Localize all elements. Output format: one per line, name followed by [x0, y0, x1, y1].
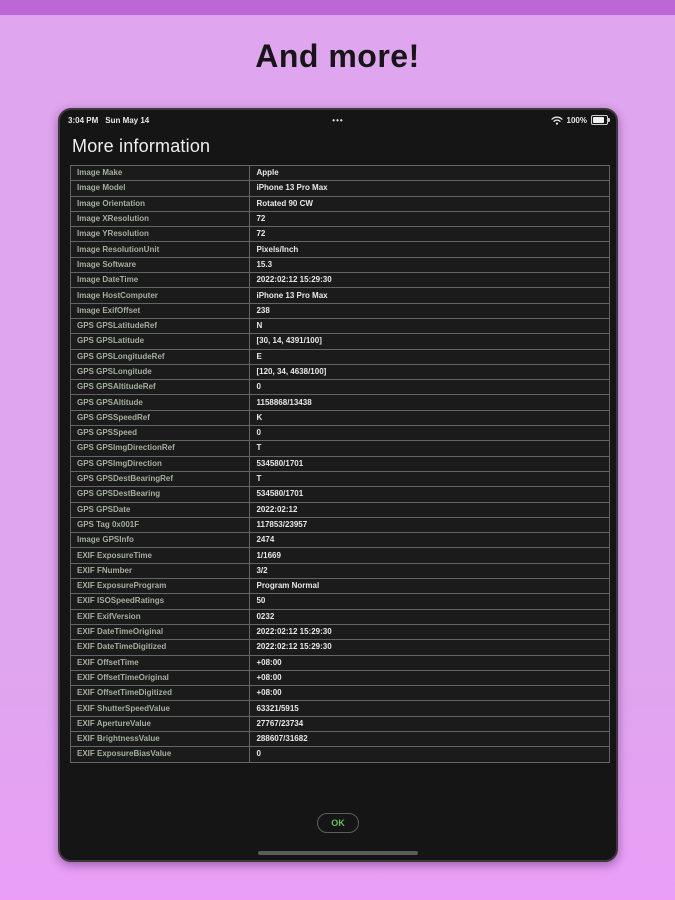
- row-label: GPS GPSLatitudeRef: [71, 318, 250, 333]
- row-label: Image ExifOffset: [71, 303, 250, 318]
- row-label: GPS GPSSpeedRef: [71, 410, 250, 425]
- row-label: GPS GPSLongitudeRef: [71, 349, 250, 364]
- row-label: EXIF ISOSpeedRatings: [71, 594, 250, 609]
- table-row: [71, 701, 610, 716]
- row-label: EXIF ApertureValue: [71, 716, 250, 731]
- row-label: EXIF OffsetTimeDigitized: [71, 686, 250, 701]
- row-label: GPS GPSLongitude: [71, 364, 250, 379]
- row-value: 288607/31682: [250, 731, 610, 746]
- row-value: 3/2: [250, 563, 610, 578]
- row-label: GPS GPSDate: [71, 502, 250, 517]
- table-row: [71, 318, 610, 333]
- row-label: Image Make: [71, 166, 250, 181]
- row-label: EXIF DateTimeDigitized: [71, 640, 250, 655]
- row-label: GPS GPSAltitudeRef: [71, 380, 250, 395]
- row-value: 117853/23957: [250, 517, 610, 532]
- row-label: Image GPSInfo: [71, 533, 250, 548]
- row-value: Program Normal: [250, 579, 610, 594]
- table-row: [71, 502, 610, 517]
- row-value: 238: [250, 303, 610, 318]
- exif-table-body: [71, 166, 610, 763]
- row-label: EXIF OffsetTime: [71, 655, 250, 670]
- row-value: 2022:02:12: [250, 502, 610, 517]
- status-bar: [60, 113, 616, 127]
- row-label: GPS GPSImgDirection: [71, 456, 250, 471]
- row-label: EXIF ShutterSpeedValue: [71, 701, 250, 716]
- row-value: [120, 34, 4638/100]: [250, 364, 610, 379]
- row-value: N: [250, 318, 610, 333]
- row-label: EXIF ExposureTime: [71, 548, 250, 563]
- row-value: 0: [250, 747, 610, 762]
- row-value: 27767/23734: [250, 716, 610, 731]
- table-row: [71, 716, 610, 731]
- row-label: GPS Tag 0x001F: [71, 517, 250, 532]
- page-title: And more!: [255, 38, 420, 74]
- row-label: EXIF FNumber: [71, 563, 250, 578]
- table-row: [71, 548, 610, 563]
- table-row: [71, 181, 610, 196]
- row-label: EXIF ExposureProgram: [71, 579, 250, 594]
- table-row: [71, 349, 610, 364]
- top-strip: [0, 0, 675, 15]
- row-value: 534580/1701: [250, 487, 610, 502]
- row-label: GPS GPSDestBearing: [71, 487, 250, 502]
- row-value: E: [250, 349, 610, 364]
- table-row: [71, 364, 610, 379]
- row-label: EXIF BrightnessValue: [71, 731, 250, 746]
- row-label: Image Software: [71, 257, 250, 272]
- table-row: [71, 594, 610, 609]
- table-row: [71, 563, 610, 578]
- table-row: [71, 380, 610, 395]
- row-value: +08:00: [250, 670, 610, 685]
- row-value: Rotated 90 CW: [250, 196, 610, 211]
- row-label: Image DateTime: [71, 273, 250, 288]
- row-label: EXIF ExifVersion: [71, 609, 250, 624]
- table-row: [71, 747, 610, 762]
- row-value: 0: [250, 426, 610, 441]
- table-row: [71, 579, 610, 594]
- table-row: [71, 640, 610, 655]
- row-value: +08:00: [250, 655, 610, 670]
- row-value: 1/1669: [250, 548, 610, 563]
- table-row: [71, 303, 610, 318]
- table-row: [71, 471, 610, 486]
- table-row: [71, 670, 610, 685]
- row-value: iPhone 13 Pro Max: [250, 181, 610, 196]
- row-value: 1158868/13438: [250, 395, 610, 410]
- table-row: [71, 609, 610, 624]
- table-row: [71, 533, 610, 548]
- table-row: [71, 456, 610, 471]
- table-row: [71, 487, 610, 502]
- table-row: [71, 624, 610, 639]
- row-label: GPS GPSSpeed: [71, 426, 250, 441]
- row-value: K: [250, 410, 610, 425]
- multitask-dots: •••: [332, 115, 344, 125]
- table-row: [71, 288, 610, 303]
- row-label: EXIF OffsetTimeOriginal: [71, 670, 250, 685]
- row-value: [30, 14, 4391/100]: [250, 334, 610, 349]
- row-value: 50: [250, 594, 610, 609]
- row-label: GPS GPSAltitude: [71, 395, 250, 410]
- row-value: 0232: [250, 609, 610, 624]
- row-value: 15.3: [250, 257, 610, 272]
- table-row: [71, 273, 610, 288]
- row-label: Image Orientation: [71, 196, 250, 211]
- row-label: Image Model: [71, 181, 250, 196]
- ok-button[interactable]: OK: [317, 813, 359, 833]
- row-value: 2022:02:12 15:29:30: [250, 624, 610, 639]
- table-row: [71, 166, 610, 181]
- row-label: GPS GPSDestBearingRef: [71, 471, 250, 486]
- row-label: GPS GPSLatitude: [71, 334, 250, 349]
- table-row: [71, 731, 610, 746]
- home-indicator[interactable]: [258, 851, 418, 855]
- row-label: Image XResolution: [71, 211, 250, 226]
- status-time: 3:04 PM: [68, 115, 99, 125]
- row-value: +08:00: [250, 686, 610, 701]
- table-row: [71, 655, 610, 670]
- row-value: T: [250, 441, 610, 456]
- row-value: 534580/1701: [250, 456, 610, 471]
- row-value: 2022:02:12 15:29:30: [250, 273, 610, 288]
- row-label: GPS GPSImgDirectionRef: [71, 441, 250, 456]
- row-value: T: [250, 471, 610, 486]
- row-value: Apple: [250, 166, 610, 181]
- table-row: [71, 686, 610, 701]
- table-row: [71, 227, 610, 242]
- row-value: 63321/5915: [250, 701, 610, 716]
- row-label: Image HostComputer: [71, 288, 250, 303]
- row-label: Image YResolution: [71, 227, 250, 242]
- table-row: [71, 196, 610, 211]
- tablet-frame: [58, 108, 618, 862]
- battery-fill: [593, 117, 604, 123]
- table-row: [71, 211, 610, 226]
- row-value: 72: [250, 211, 610, 226]
- screen-title: More information: [72, 136, 211, 156]
- table-row: [71, 334, 610, 349]
- row-label: EXIF DateTimeOriginal: [71, 624, 250, 639]
- row-label: Image ResolutionUnit: [71, 242, 250, 257]
- row-value: 72: [250, 227, 610, 242]
- battery-icon: [591, 115, 608, 125]
- battery-percent: 100%: [566, 115, 587, 125]
- row-value: Pixels/Inch: [250, 242, 610, 257]
- table-row: [71, 242, 610, 257]
- exif-table: [70, 165, 610, 763]
- table-row: [71, 257, 610, 272]
- row-value: 2022:02:12 15:29:30: [250, 640, 610, 655]
- row-label: EXIF ExposureBiasValue: [71, 747, 250, 762]
- table-row: [71, 517, 610, 532]
- row-value: iPhone 13 Pro Max: [250, 288, 610, 303]
- row-value: 0: [250, 380, 610, 395]
- table-row: [71, 410, 610, 425]
- row-value: 2474: [250, 533, 610, 548]
- table-row: [71, 395, 610, 410]
- status-date: Sun May 14: [105, 115, 150, 125]
- table-row: [71, 441, 610, 456]
- table-row: [71, 426, 610, 441]
